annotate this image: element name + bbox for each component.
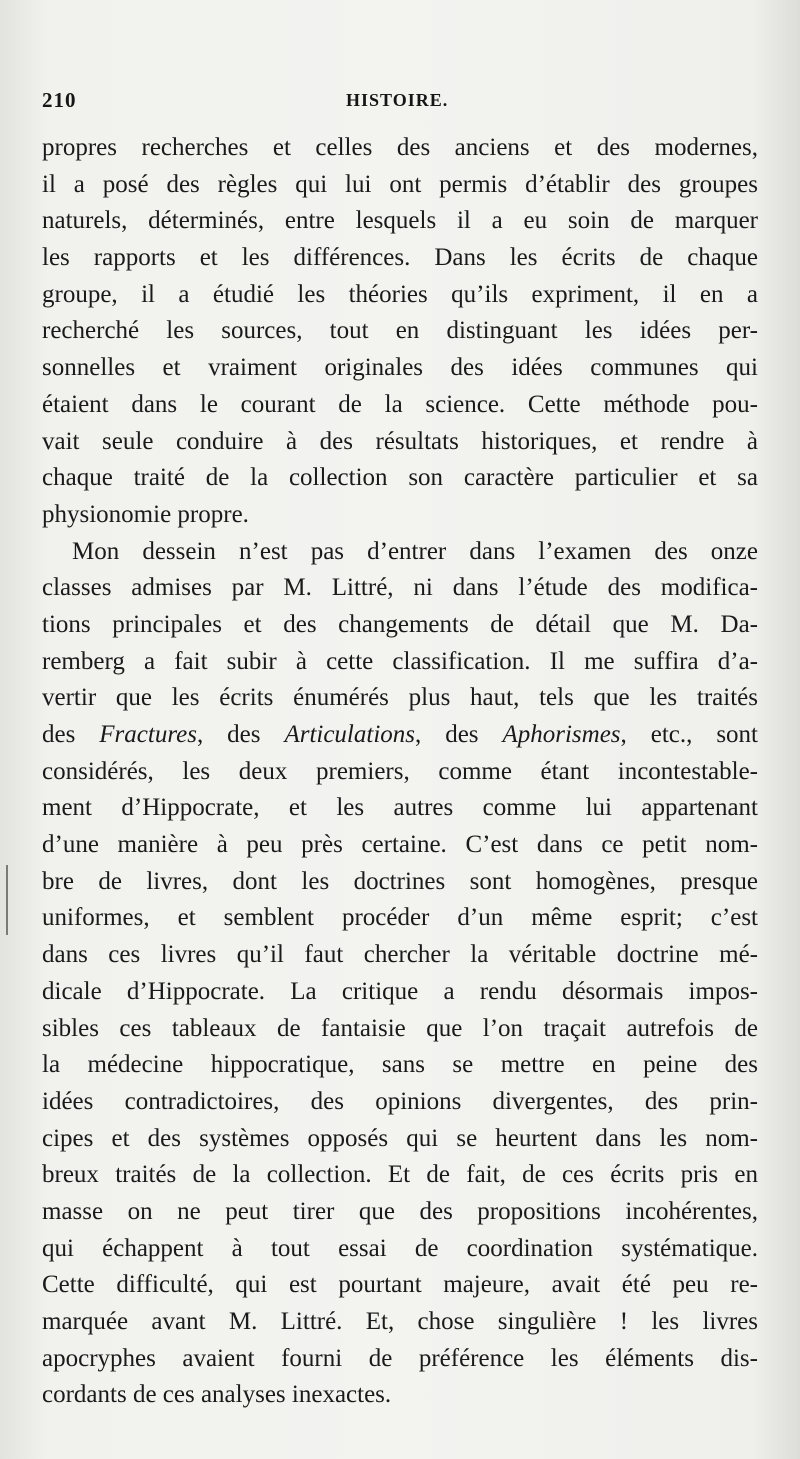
margin-pencil-mark bbox=[6, 865, 8, 935]
text-line: ment d’Hippocrate, et les autres comme lui appartenant bbox=[42, 794, 758, 822]
text-line: tions principales et des changements de détail que M. Da- bbox=[42, 610, 758, 638]
text-line: sibles ces tableaux de fantaisie que l’on traçait autrefois de bbox=[42, 1014, 758, 1042]
text-line: masse on ne peut tirer que des propositions incohérentes, bbox=[42, 1197, 758, 1225]
text-run: , des bbox=[196, 721, 285, 748]
text-line: recherché les sources, tout en distinguant les idées per- bbox=[42, 317, 758, 345]
text-line: cipes et des systèmes opposés qui se heurtent dans les nom- bbox=[42, 1124, 758, 1152]
running-head bbox=[42, 88, 762, 122]
page-number: 210 bbox=[42, 88, 77, 112]
text-line: naturels, déterminés, entre lesquels il a eu soin de marquer bbox=[42, 207, 758, 235]
text-line: dans ces livres qu’il faut chercher la véritable doctrine mé- bbox=[42, 941, 758, 969]
text-line: apocryphes avaient fourni de préférence les éléments dis- bbox=[42, 1344, 758, 1372]
text-line: breux traités de la collection. Et de fait, de ces écrits pris en bbox=[42, 1161, 758, 1189]
italic-title-articulations: Articulations bbox=[284, 721, 415, 748]
text-line: il a posé des règles qui lui ont permis d’établir des groupes bbox=[42, 170, 758, 198]
text-line: les rapports et les différences. Dans les écrits de chaque bbox=[42, 244, 758, 272]
text-run: des bbox=[42, 721, 100, 748]
text-line: classes admises par M. Littré, ni dans l’étude des modifica- bbox=[42, 574, 758, 602]
text-line: cordants de ces analyses inexactes. bbox=[42, 1381, 392, 1409]
text-line: vait seule conduire à des résultats historiques, et rendre à bbox=[42, 427, 758, 455]
text-line: considérés, les deux premiers, comme étant incontestable- bbox=[42, 757, 758, 785]
italic-title-fractures: Fractures bbox=[99, 721, 197, 748]
text-run: , des bbox=[415, 721, 503, 748]
text-line: chaque traité de la collection son caractère particulier et sa bbox=[42, 464, 758, 492]
text-line: étaient dans le courant de la science. Cette méthode pou- bbox=[42, 390, 758, 418]
body-text bbox=[42, 130, 758, 1414]
text-line: Cette difficulté, qui est pourtant majeure, avait été peu re- bbox=[42, 1271, 758, 1299]
text-line: qui échappent à tout essai de coordination systématique. bbox=[42, 1234, 758, 1262]
text-line: remberg a fait subir à cette classification. Il me suffira d’a- bbox=[42, 647, 758, 675]
text-line: bre de livres, dont les doctrines sont homogènes, presque bbox=[42, 867, 758, 895]
paragraph-2 bbox=[42, 534, 758, 1415]
text-line: Mon dessein n’est pas d’entrer dans l’examen des onze bbox=[72, 537, 758, 565]
running-title: HISTOIRE. bbox=[346, 90, 449, 110]
text-run: , etc., sont bbox=[620, 721, 759, 748]
text-line: idées contradictoires, des opinions divergentes, des prin- bbox=[42, 1087, 758, 1115]
text-line: marquée avant M. Littré. Et, chose singulière ! les livres bbox=[42, 1308, 758, 1335]
text-line: propres recherches et celles des anciens et des modernes, bbox=[42, 134, 758, 161]
paragraph-1 bbox=[42, 130, 758, 534]
text-line: vertir que les écrits énumérés plus haut, tels que les traités bbox=[42, 684, 758, 712]
text-line: sonnelles et vraiment originales des idées communes qui bbox=[42, 354, 758, 382]
text-line: uniformes, et semblent procéder d’un même esprit; c’est bbox=[42, 904, 758, 932]
text-line: dicale d’Hippocrate. La critique a rendu désormais impos- bbox=[42, 977, 758, 1005]
text-line: physionomie propre. bbox=[42, 500, 249, 528]
text-line: d’une manière à peu près certaine. C’est dans ce petit nom- bbox=[42, 831, 758, 859]
text-line: la médecine hippocratique, sans se mettre en peine des bbox=[42, 1051, 758, 1079]
italic-title-aphorismes: Aphorismes bbox=[502, 721, 621, 748]
text-line-with-italics bbox=[42, 717, 758, 754]
text-line: groupe, il a étudié les théories qu’ils expriment, il en a bbox=[42, 280, 758, 308]
